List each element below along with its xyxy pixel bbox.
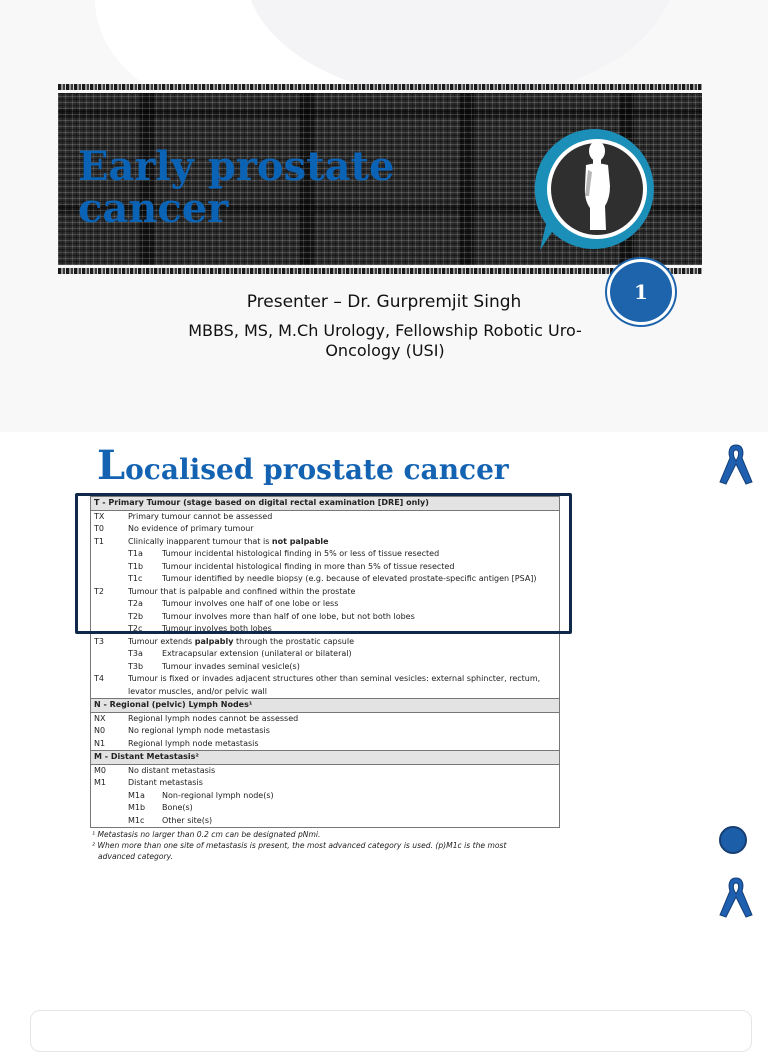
tnm-code: M1 <box>94 778 106 787</box>
tnm-code: T3 <box>94 636 104 646</box>
tnm-description: Tumour incidental histological finding in 5% or less of tissue resected <box>162 549 440 558</box>
tnm-table <box>90 496 560 828</box>
tnm-description: Tumour is fixed or invades adjacent structures other than seminal vesicles: external sphincter, rectum, <box>128 674 541 683</box>
tnm-code <box>91 623 126 636</box>
tnm-code: T1 <box>94 536 104 546</box>
tnm-description: Tumour extends palpably through the prostatic capsule <box>128 636 354 646</box>
tnm-description: No distant metastasis <box>128 765 216 775</box>
tnm-code: T0 <box>94 524 104 533</box>
tnm-description: Bone(s) <box>162 803 193 812</box>
tnm-description: Other site(s) <box>162 815 213 825</box>
table-row <box>91 661 560 674</box>
tnm-description: Non-regional lymph node(s) <box>162 790 274 800</box>
tnm-description: levator muscles, and/or pelvic wall <box>128 686 267 696</box>
table-row <box>91 648 560 661</box>
table-row <box>91 725 560 738</box>
tnm-code <box>91 561 126 574</box>
tnm-code: T2 <box>94 586 104 596</box>
footnote: ² When more than one site of metastasis is present, the most advanced category is used. (p)M1c is the most <box>92 841 507 850</box>
footnote: advanced category. <box>98 852 173 861</box>
tnm-subcode: M1b <box>128 803 146 812</box>
tnm-section-header <box>91 497 560 511</box>
tnm-subcode: T1b <box>128 561 144 571</box>
table-row <box>91 790 560 803</box>
tnm-section-header <box>91 751 560 765</box>
footnote: ¹ Metastasis no larger than 0.2 cm can be designated pNmi. <box>92 830 321 839</box>
awareness-ribbon-icon <box>716 875 756 921</box>
tnm-description: Distant metastasis <box>128 778 203 787</box>
presenter-name: Presenter – Dr. Gurpremjit Singh <box>246 292 522 312</box>
table-row <box>91 712 560 725</box>
tnm-description: No regional lymph node metastasis <box>128 726 270 735</box>
table-row <box>91 636 560 649</box>
table-row <box>91 738 560 751</box>
tnm-subcode: T1a <box>128 549 143 558</box>
tnm-subcode: T1c <box>128 574 143 583</box>
tnm-code <box>91 815 126 828</box>
tnm-section-header-text: M - Distant Metastasis² <box>91 751 560 765</box>
tnm-code <box>91 548 126 561</box>
tnm-description: Tumour that is palpable and confined within the prostate <box>128 586 356 596</box>
table-row <box>91 611 560 624</box>
tnm-description: Clinically inapparent tumour that is not palpable <box>128 536 329 546</box>
tnm-description: Tumour involves one half of one lobe or less <box>162 599 339 608</box>
table-row <box>91 777 560 790</box>
human-figure-speech-bubble-icon <box>530 124 660 254</box>
table-row <box>91 764 560 777</box>
slide-title: Early prostate cancer <box>78 143 395 232</box>
tnm-code: M0 <box>94 765 106 775</box>
table-row <box>91 586 560 599</box>
slide-1 <box>0 0 768 432</box>
tnm-description: Regional lymph node metastasis <box>128 738 259 748</box>
tnm-subcode: T2c <box>128 624 143 633</box>
table-row <box>91 548 560 561</box>
table-row <box>91 686 560 699</box>
tnm-classification <box>90 496 560 862</box>
tnm-code: TX <box>94 511 105 521</box>
table-row <box>91 623 560 636</box>
tnm-code: N1 <box>94 738 106 748</box>
table-row <box>91 523 560 536</box>
title-initial: L <box>97 442 126 489</box>
banner-stripe-top <box>58 84 702 90</box>
tnm-code <box>91 573 126 586</box>
tnm-code: T4 <box>94 674 104 683</box>
blue-circle-icon <box>719 826 747 854</box>
tnm-description: Tumour involves both lobes <box>162 624 272 633</box>
tnm-code: N0 <box>94 726 106 735</box>
tnm-description: Regional lymph nodes cannot be assessed <box>128 713 299 723</box>
table-row <box>91 573 560 586</box>
tnm-description: Extracapsular extension (unilateral or bilateral) <box>162 649 352 658</box>
tnm-description: Tumour identified by needle biopsy (e.g. because of elevated prostate-specific antigen [PSA]) <box>162 574 537 583</box>
table-row <box>91 561 560 574</box>
tnm-code <box>91 661 126 674</box>
tnm-description: No evidence of primary tumour <box>128 524 254 533</box>
tnm-subcode: M1a <box>128 790 145 800</box>
tnm-section-header-text: N - Regional (pelvic) Lymph Nodes¹ <box>91 699 560 713</box>
presenter-credentials: MBBS, MS, M.Ch Urology, Fellowship Robotic Uro-Oncology (USI) <box>188 321 582 360</box>
table-row <box>91 673 560 686</box>
awareness-ribbon-icon <box>716 442 756 488</box>
slide-2 <box>0 432 768 1008</box>
tnm-code: NX <box>94 713 106 723</box>
tnm-code <box>91 790 126 803</box>
table-row <box>91 815 560 828</box>
tnm-code <box>91 611 126 624</box>
tnm-code <box>91 686 126 699</box>
tnm-description: Tumour involves more than half of one lobe, but not both lobes <box>162 611 415 621</box>
table-row <box>91 510 560 523</box>
slide-3-edge <box>30 1010 752 1052</box>
banner-stripe-bottom <box>58 268 702 274</box>
tnm-subcode: T3b <box>128 661 144 671</box>
tnm-subcode: T2b <box>128 611 144 621</box>
table-row <box>91 536 560 549</box>
tnm-description: Tumour invades seminal vesicle(s) <box>162 661 300 671</box>
tnm-section-header <box>91 699 560 713</box>
tnm-subcode: T3a <box>128 649 143 658</box>
tnm-description: Primary tumour cannot be assessed <box>128 511 273 521</box>
tnm-code <box>91 802 126 815</box>
tnm-subcode: T2a <box>128 599 143 608</box>
slide-number: 1 <box>634 280 648 304</box>
tnm-code <box>91 648 126 661</box>
table-row <box>91 598 560 611</box>
tnm-footnotes <box>90 829 560 862</box>
tnm-section-header-text: T - Primary Tumour (stage based on digital rectal examination [DRE] only) <box>91 497 560 511</box>
tnm-subcode: M1c <box>128 815 145 825</box>
table-row <box>91 802 560 815</box>
tnm-description: Tumour incidental histological finding in more than 5% of tissue resected <box>162 561 455 571</box>
tnm-code <box>91 598 126 611</box>
title-rest: ocalised prostate cancer <box>125 453 509 486</box>
slide-2-title <box>97 442 509 489</box>
